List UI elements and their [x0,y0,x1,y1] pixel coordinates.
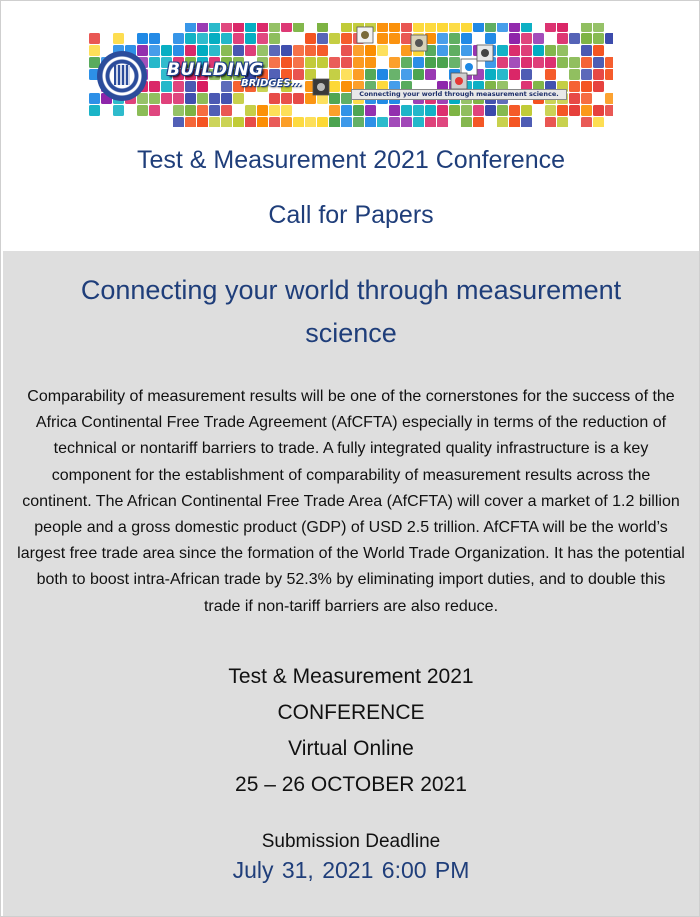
conference-banner [89,23,613,127]
banner-subtitle: BRIDGES... [241,78,302,89]
event-name: Test & Measurement 2021 [228,665,474,688]
deadline-label: Submission Deadline [261,831,441,852]
banner-title: BUILDING [167,60,264,80]
event-type: CONFERENCE [277,701,425,724]
panel-body-text: Comparability of measurement results will be one of the cornerstones for the success of the Africa Continental Free Trade Agreement (AfCFTA) especially in terms of the reduction of technical or nontariff barriers to trade. A fully integrated quality infrastructure is a key component for the establishment of comparability of measurement results across the continent. The African Continental Free Trade Area (AfCFTA) will cover a market of 1.2 billion people and a gross domestic product (GDP) of USD 2.5 trillion. AfCFTA will be the world’s largest free trade area since the formation of the World Trade Organization. It has the potential both to boost intra-African trade by 52.3% by eliminating import duties, and to double this trade if non-tariff barriers are also reduce. [17,388,685,615]
event-dates: 25 – 26 OCTOBER 2021 [235,773,467,796]
event-details [3,659,699,803]
deadline-date: July 31, 2021 6:00 PM [232,857,470,883]
call-for-papers-heading: Call for Papers [268,201,434,229]
conference-title: Test & Measurement 2021 Conference [136,146,565,174]
organisation-logo-icon [97,51,147,101]
panel-title: Connecting your world through measurement science [80,275,622,348]
event-format: Virtual Online [288,737,414,760]
content-panel [3,251,699,916]
banner-tagline: Connecting your world through measurement science. [351,89,567,100]
